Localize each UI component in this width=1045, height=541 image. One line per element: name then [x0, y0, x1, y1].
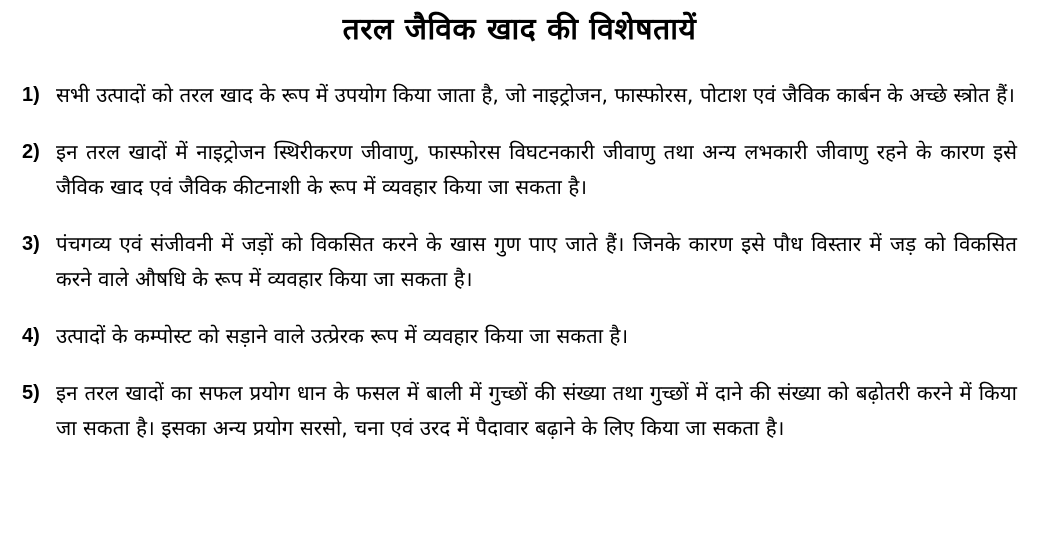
item-text: उत्पादों के कम्पोस्ट को सड़ाने वाले उत्प्रेरक रूप में व्यवहार किया जा सकता है। — [56, 324, 629, 348]
list-item — [22, 78, 1017, 113]
list-item — [22, 319, 1017, 354]
list-item — [22, 376, 1017, 446]
list-item — [22, 227, 1017, 297]
item-text: इन तरल खादों में नाइट्रोजन स्थिरीकरण जीवाणु, फास्फोरस विघटनकारी जीवाणु तथा अन्य लभकारी जीवाणु रहने के कारण इसे जैविक खाद एवं जैविक कीटनाशी के रूप में व्यवहार किया जा सकता है। — [56, 140, 1017, 199]
item-text: इन तरल खादों का सफल प्रयोग धान के फसल में बाली में गुच्छों की संख्या तथा गुच्छों में दाने की संख्या को बढ़ोतरी करने में किया जा सकता है। इसका अन्य प्रयोग सरसो, चना एवं उरद में पैदावार बढ़ाने के लिए किया जा सकता है। — [56, 381, 1017, 440]
item-text: पंचगव्य एवं संजीवनी में जड़ों को विकसित करने के खास गुण पाए जाते हैं। जिनके कारण इसे पौध विस्तार में जड़ को विकसित करने वाले औषधि के रूप में व्यवहार किया जा सकता है। — [56, 232, 1017, 291]
page-title: तरल जैविक खाद की विशेषतायें — [342, 12, 697, 47]
item-number: 1) — [22, 84, 40, 106]
item-number: 4) — [22, 325, 40, 347]
features-list — [22, 78, 1017, 446]
item-number: 5) — [22, 382, 40, 404]
item-number: 3) — [22, 233, 40, 255]
list-item — [22, 135, 1017, 205]
item-text: सभी उत्पादों को तरल खाद के रूप में उपयोग किया जाता है, जो नाइट्रोजन, फास्फोरस, पोटाश एवं जैविक कार्बन के अच्छे स्त्रोत हैं। — [56, 83, 1015, 107]
item-number: 2) — [22, 141, 40, 163]
